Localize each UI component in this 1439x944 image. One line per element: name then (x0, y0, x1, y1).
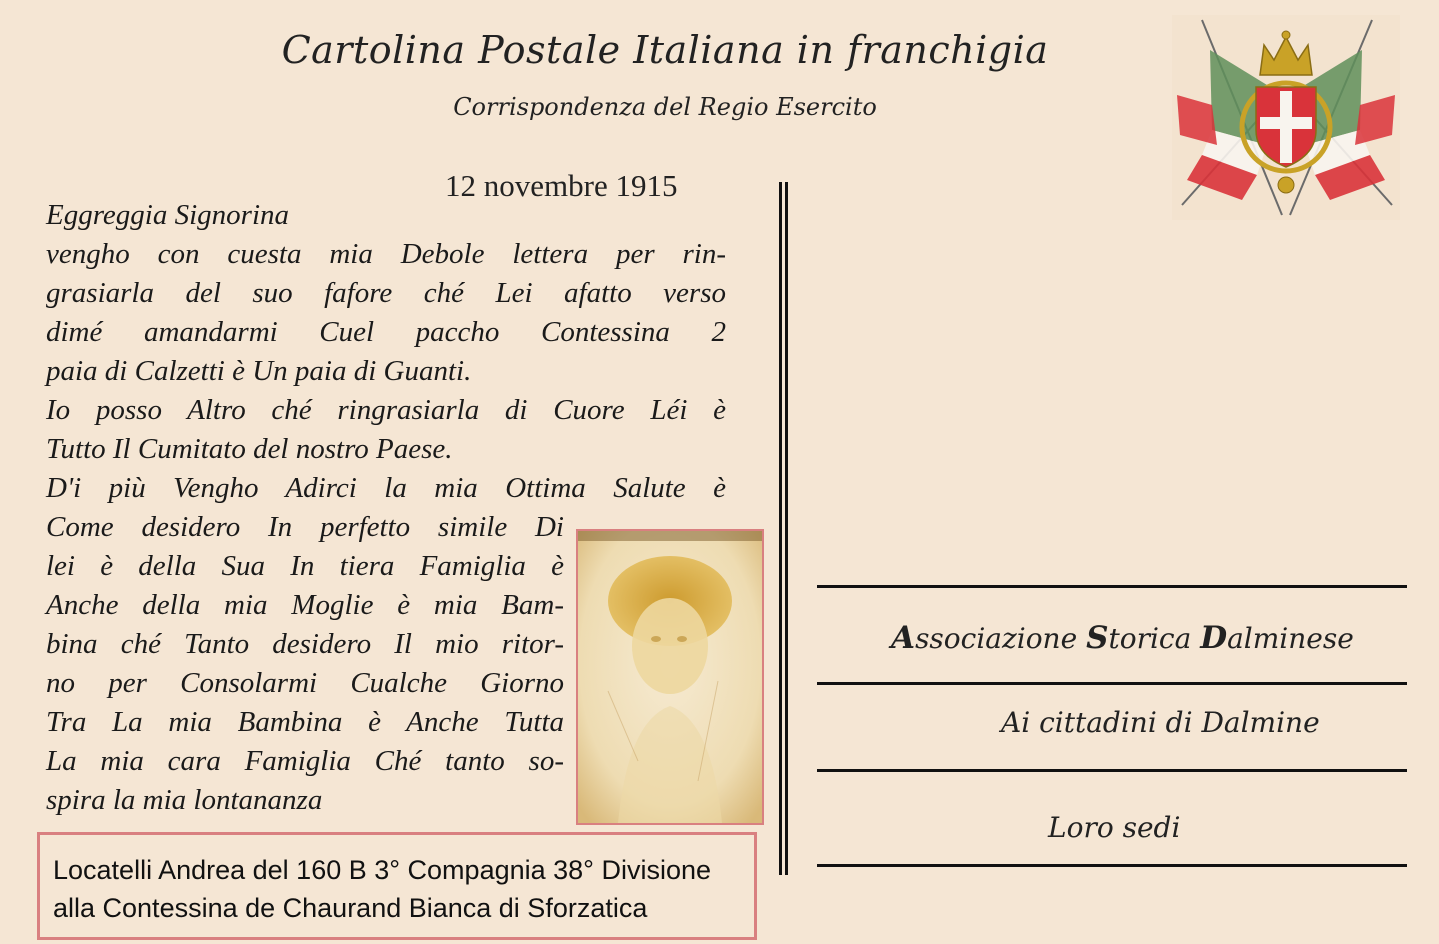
letter-line: Tra La mia Bambina è Anche Tutta (46, 706, 564, 738)
address-line-association: Associazione Storica Dalminese (891, 620, 1354, 656)
letter-line: D'i più Vengho Adirci la mia Ottima Salute è (46, 472, 726, 504)
signature-box (37, 832, 757, 940)
portrait-photo (576, 529, 764, 825)
letter-line: Anche della mia Moglie è mia Bam- (46, 589, 564, 621)
address-line-citizens: Ai cittadini di Dalmine (1001, 706, 1320, 739)
signature-line-sender: Locatelli Andrea del 160 B 3° Compagnia 38° Divisione (53, 855, 712, 885)
signature-line-recipient: alla Contessina de Chaurand Bianca di Sforzatica (53, 893, 648, 923)
letter-line: spira la mia lontananza (46, 784, 323, 816)
letter-date: 12 novembre 1915 (445, 168, 678, 203)
postcard-title: Cartolina Postale Italiana in franchigia (281, 28, 1049, 72)
address-rule (817, 864, 1407, 867)
letter-line: bina ché Tanto desidero Il mio ritor- (46, 628, 564, 660)
letter-line: lei è della Sua In tiera Famiglia è (46, 550, 564, 582)
savoy-crest-icon (1172, 15, 1400, 220)
letter-line: Come desidero In perfetto simile Di (46, 511, 564, 543)
address-rule (817, 769, 1407, 772)
address-rule (817, 682, 1407, 685)
postcard-subtitle: Corrispondenza del Regio Esercito (453, 93, 877, 121)
letter-salutation: Eggreggia Signorina (46, 199, 290, 231)
sepia-portrait-photo-icon (578, 531, 762, 823)
address-divider (779, 182, 788, 875)
letter-line: Io posso Altro ché ringrasiarla di Cuore Léi è (46, 394, 726, 426)
letter-line: paia di Calzetti è Un paia di Guanti. (46, 355, 472, 387)
letter-line: dimé amandarmi Cuel paccho Contessina 2 (46, 316, 726, 348)
address-line-sedi: Loro sedi (1048, 811, 1181, 844)
letter-line: La mia cara Famiglia Ché tanto so- (46, 745, 564, 777)
letter-line: Tutto Il Cumitato del nostro Paese. (46, 433, 453, 465)
letter-line: grasiarla del suo fafore ché Lei afatto verso (46, 277, 726, 309)
address-rule (817, 585, 1407, 588)
letter-line: vengho con cuesta mia Debole lettera per rin- (46, 238, 726, 270)
letter-line: no per Consolarmi Cualche Giorno (46, 667, 564, 699)
